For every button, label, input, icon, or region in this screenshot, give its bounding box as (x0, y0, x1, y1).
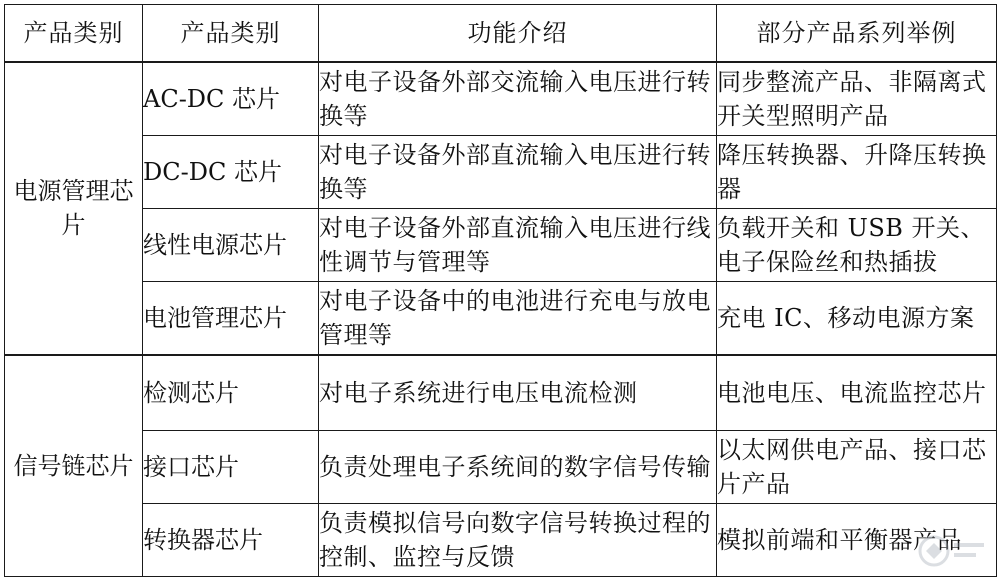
description-cell: 对电子设备中的电池进行充电与放电管理等 (319, 282, 717, 355)
header-category: 产品类别 (5, 5, 143, 63)
examples-cell: 模拟前端和平衡器产品 (717, 503, 997, 576)
table-row (5, 135, 997, 208)
examples-cell: 同步整流产品、非隔离式开关型照明产品 (717, 62, 997, 135)
description-cell: 对电子设备外部交流输入电压进行转换等 (319, 62, 717, 135)
examples-cell: 充电 IC、移动电源方案 (717, 282, 997, 355)
description-cell: 对电子设备外部直流输入电压进行转换等 (319, 135, 717, 208)
description-cell: 对电子设备外部直流输入电压进行线性调节与管理等 (319, 208, 717, 281)
type-cell: DC-DC 芯片 (143, 135, 319, 208)
table-row (5, 503, 997, 576)
type-cell: 线性电源芯片 (143, 208, 319, 281)
type-cell: 转换器芯片 (143, 503, 319, 576)
header-function: 功能介绍 (319, 5, 717, 63)
table-row (5, 62, 997, 135)
examples-cell: 电池电压、电流监控芯片 (717, 355, 997, 430)
examples-cell: 降压转换器、升降压转换器 (717, 135, 997, 208)
examples-cell: 以太网供电产品、接口芯片产品 (717, 430, 997, 503)
description-cell: 负责模拟信号向数字信号转换过程的控制、监控与反馈 (319, 503, 717, 576)
table-row (5, 430, 997, 503)
table-row (5, 355, 997, 430)
header-row (5, 5, 997, 63)
table-row (5, 208, 997, 281)
type-cell: 检测芯片 (143, 355, 319, 430)
type-cell: 接口芯片 (143, 430, 319, 503)
category-cell-power: 电源管理芯片 (5, 62, 143, 355)
header-type: 产品类别 (143, 5, 319, 63)
description-cell: 负责处理电子系统间的数字信号传输 (319, 430, 717, 503)
type-cell: AC-DC 芯片 (143, 62, 319, 135)
category-cell-signal: 信号链芯片 (5, 355, 143, 577)
watermark-logo (914, 531, 990, 571)
product-category-table (4, 4, 997, 577)
table-row (5, 282, 997, 355)
header-examples: 部分产品系列举例 (717, 5, 997, 63)
examples-cell: 负载开关和 USB 开关、电子保险丝和热插拔 (717, 208, 997, 281)
description-cell: 对电子系统进行电压电流检测 (319, 355, 717, 430)
type-cell: 电池管理芯片 (143, 282, 319, 355)
